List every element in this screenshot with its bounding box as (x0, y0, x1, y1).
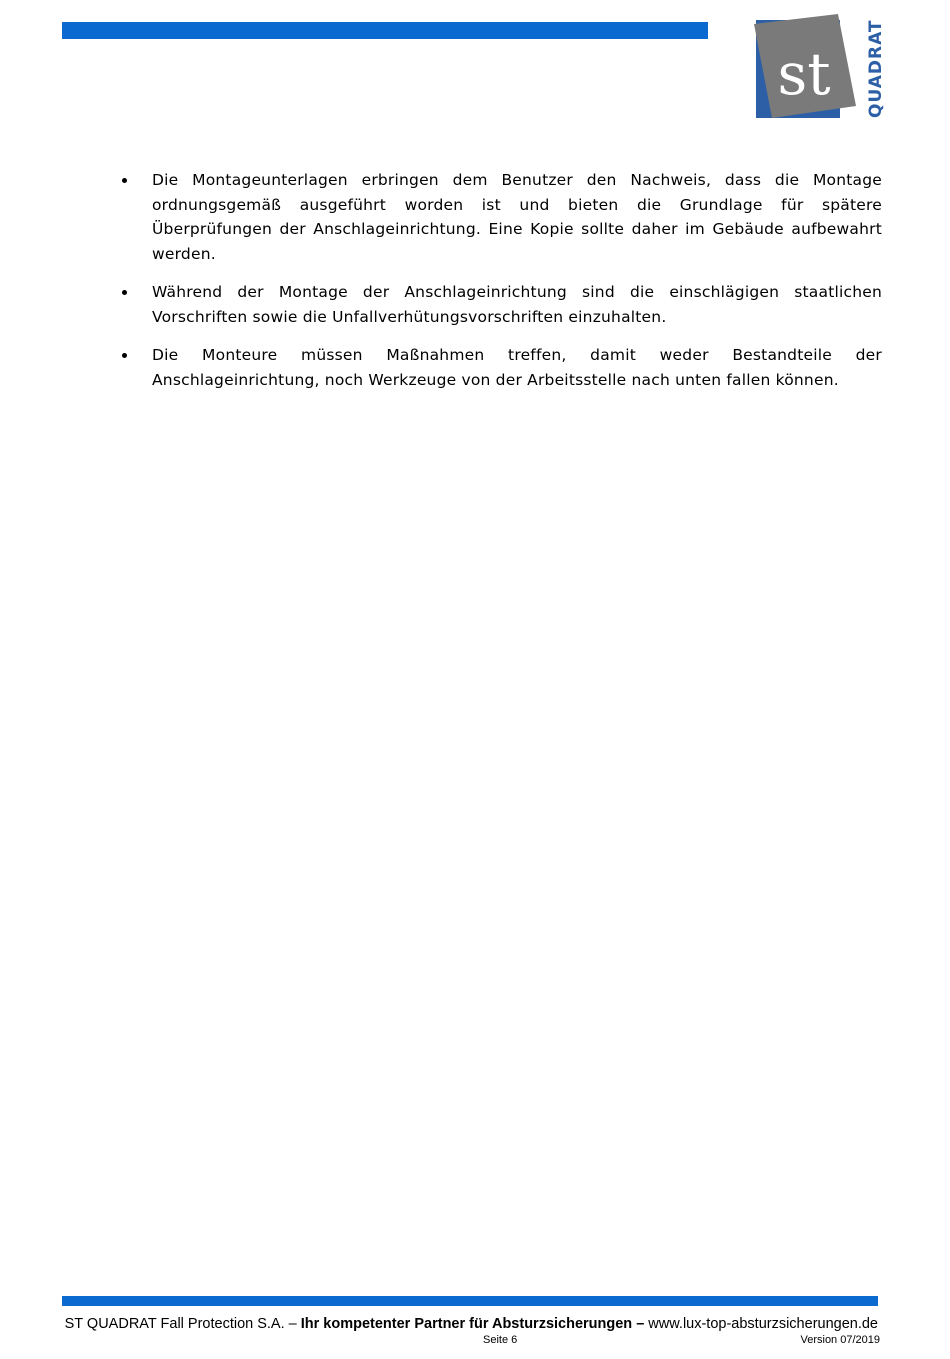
bullet-text: Die Monteure müssen Maßnahmen treffen, damit weder Bestandteile der Anschlageinrichtung, noch Werkzeuge von der Arbeitsstelle nach unten fallen können. (152, 346, 882, 389)
footer-line (62, 1316, 878, 1332)
bullet-icon (122, 178, 127, 183)
header-bar (62, 22, 708, 39)
logo-st-text: st (777, 40, 831, 108)
footer-bar (62, 1296, 878, 1306)
list-item (112, 168, 882, 266)
bullet-icon (122, 290, 127, 295)
list-item (112, 280, 882, 329)
version-label: Version 07/2019 (800, 1334, 880, 1346)
logo-wordmark: QUADRAT (866, 19, 886, 118)
list-item (112, 343, 882, 392)
st-quadrat-logo (752, 14, 888, 122)
footer-company: ST QUADRAT Fall Protection S.A. – (64, 1316, 297, 1332)
bullet-text: Während der Montage der Anschlageinrichtung sind die einschlägigen staatlichen Vorschriften sowie die Unfallverhütungsvorschriften einzuhalten. (152, 283, 882, 326)
footer-tagline: Ihr kompetenter Partner für Absturzsicherungen – (300, 1316, 645, 1332)
bullet-icon (122, 353, 127, 358)
bullet-list (112, 168, 882, 406)
page-number: Seite 6 (483, 1334, 518, 1346)
footer-website: www.lux-top-absturzsicherungen.de (648, 1316, 878, 1332)
bullet-text: Die Montageunterlagen erbringen dem Benutzer den Nachweis, dass die Montage ordnungsgemäß ausgeführt worden ist und bieten die Grundlage für spätere Überprüfungen der Anschlageinrichtung. Eine Kopie sollte daher im Gebäude aufbewahrt werden. (152, 171, 882, 263)
